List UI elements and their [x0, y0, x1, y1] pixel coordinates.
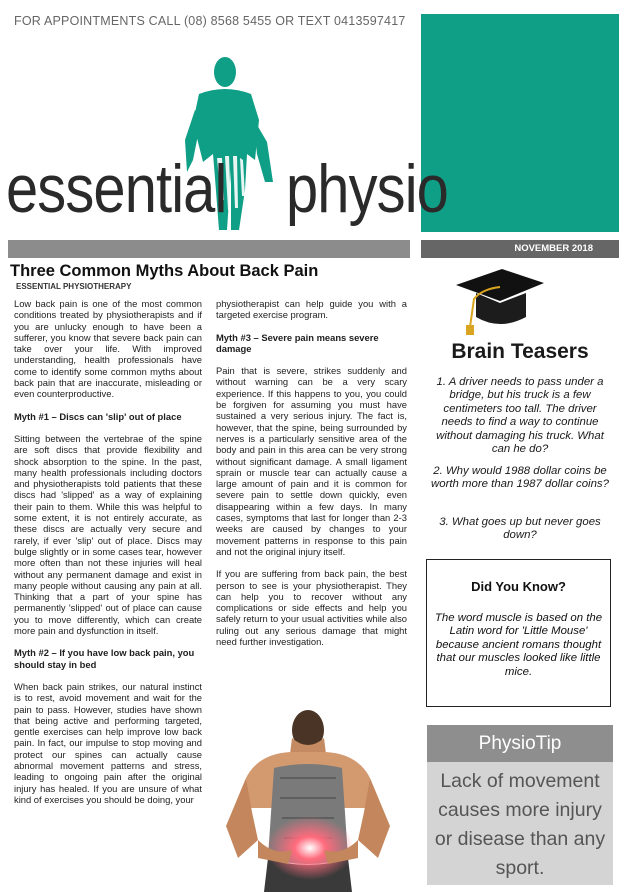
- brain-teaser-question: 2. Why would 1988 dollar coins be worth more than 1987 dollar coins?: [431, 465, 609, 491]
- brand-word-physio: physio: [286, 151, 448, 227]
- back-pain-illustration: [218, 708, 400, 892]
- did-you-know-box: [426, 559, 611, 707]
- issue-date: NOVEMBER 2018: [514, 243, 593, 254]
- article-column-1: [14, 298, 202, 816]
- article-paragraph: physiotherapist can help guide you with a targeted exercise program.: [216, 298, 407, 321]
- physio-tip-box: [427, 725, 613, 885]
- did-you-know-body: The word muscle is based on the Latin word for 'Little Mouse' because ancient romans thought that our muscles looked like little mice.: [434, 612, 603, 678]
- myth-heading: Myth #3 – Severe pain means severe damage: [216, 331, 379, 354]
- myth-heading: Myth #1 – Discs can 'slip' out of place: [14, 410, 182, 422]
- essential-physio-logo: [6, 50, 448, 235]
- physio-tip-body: Lack of movement causes more injury or disease than any sport.: [434, 770, 606, 879]
- article-column-2: [216, 298, 407, 658]
- brand-word-essential: essential: [6, 151, 227, 227]
- article-paragraph: If you are suffering from back pain, the best person to see is your physiotherapist. They can help you to recover without any complications or side effects and help you safely return to your usual activities while also ruling out any serious damage that might need further investigation.: [216, 568, 407, 648]
- teal-header-panel: [421, 14, 619, 232]
- physio-tip-title: PhysioTip: [427, 725, 613, 762]
- brain-teaser-question: 3. What goes up but never goes down?: [439, 516, 601, 542]
- brain-teasers-title: Brain Teasers: [451, 340, 589, 363]
- graduation-cap-icon: [452, 265, 547, 337]
- article-paragraph: Low back pain is one of the most common conditions treated by physiotherapists and if you are unlucky enough to have been a sufferer, you know that severe back pain can take over your life. With improved understanding, health professionals have come to identify some common myths about back pain that are inaccurate, misleading or even counterproductive.: [14, 298, 202, 400]
- brain-teaser-question: 1. A driver needs to pass under a bridge, but his truck is a few centimeters too tall. The driver needs to find a way to continue without damaging his truck. What can he do?: [436, 376, 604, 456]
- article-paragraph: Pain that is severe, strikes suddenly and without warning can be a very scary experience. If this happens to you, you could be forgiven for assuming you must have sustained a very serious injury. The fact is, however, that the spine, being surrounded by nerves is a particularly sensitive area of the body and pain in this area can be very strong without significant damage. A small ligament sprain or muscle tear can actually cause a large amount of pain and it is common for severe pain to settle down quickly, even disappearing within a few days. In many cases, symptoms that last for longer than 2-3 weeks are caused by changes to your movement patterns in response to this pain and not the original injury itself.: [216, 365, 407, 557]
- did-you-know-title: Did You Know?: [471, 579, 566, 594]
- appointment-contact: FOR APPOINTMENTS CALL (08) 8568 5455 OR TEXT 0413597417: [14, 14, 406, 28]
- article-title: Three Common Myths About Back Pain: [10, 262, 319, 280]
- myth-heading: Myth #2 – If you have low back pain, you should stay in bed: [14, 647, 195, 670]
- date-bar: [421, 240, 619, 258]
- article-paragraph: When back pain strikes, our natural instinct is to rest, avoid movement and wait for the pain to pass. However, studies have shown that being active and performing targeted, gentle exercises can help improve low back pain. In fact, our impulse to stop moving and protect our spines can actually cause abnormal movement patterns and stress, leading to ongoing pain after the original injury has healed. If you are unsure of what kind of exercises you should be doing, your: [14, 680, 202, 805]
- left-divider-bar: [8, 240, 410, 258]
- article-byline: ESSENTIAL PHYSIOTHERAPY: [16, 282, 132, 291]
- article-paragraph: Sitting between the vertebrae of the spine are soft discs that provide flexibility and shock absorption to the spine. In the past, many health professionals including doctors and physiotherapists told patients that these discs had 'slipped' as a way of explaining their pain to them. While this was helpful to some extent, it is not entirely accurate, as these discs are actually very secure and rarely, if ever 'slip' out of place. Discs may bulge slightly or in some cases tear, however more often than not these injuries will heal without any permanent damage and exist in many people without causing any pain at all. Thinking that a part of your spine has permanently 'slipped' out of place can cause you to move differently, which can create more pain and dysfunction in itself.: [14, 432, 202, 637]
